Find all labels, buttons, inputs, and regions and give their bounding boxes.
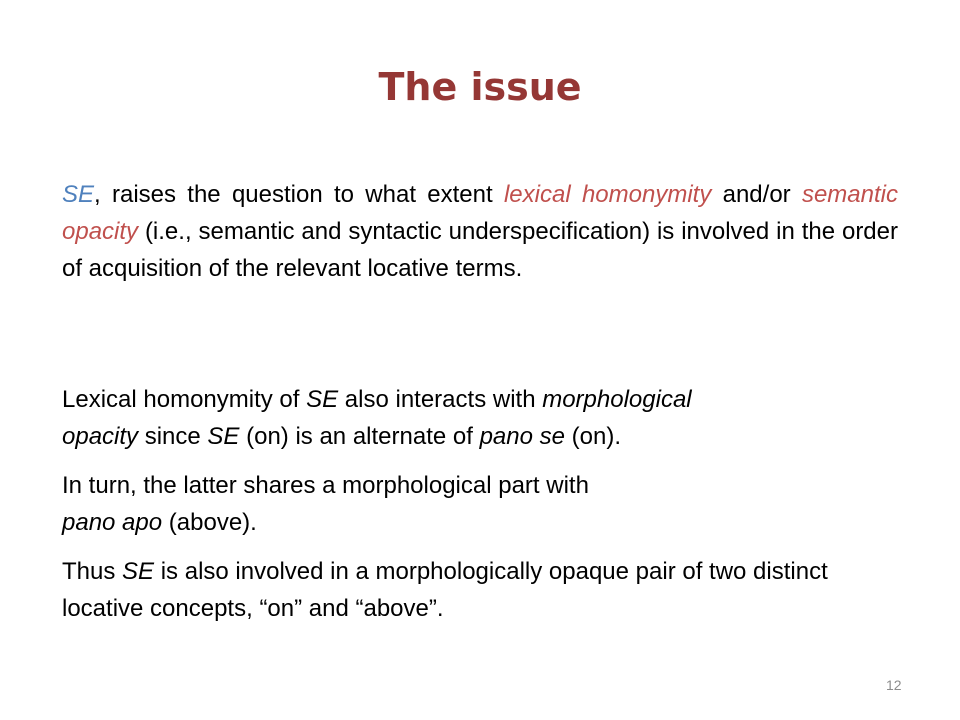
text-fragment: , raises the question to what extent (94, 181, 504, 208)
text-fragment: (on) is an alternate of (239, 423, 480, 450)
term-morphological: morphological (542, 386, 692, 413)
term-lexical-homonymity: lexical homonymity (503, 181, 712, 208)
text-fragment: (on). (564, 423, 621, 450)
paragraph-intro (62, 176, 898, 287)
term-pano-apo: pano apo (62, 509, 163, 536)
paragraph-in-turn (62, 467, 912, 541)
text-fragment: (above). (162, 509, 257, 536)
text-fragment: Thus (62, 558, 123, 585)
page-number: 12 (886, 677, 902, 693)
paragraph-lexical-homonymity (62, 381, 912, 455)
term-se: SE (122, 558, 155, 585)
term-se: SE (207, 423, 240, 450)
text-fragment: Lexical homonymity of (62, 386, 307, 413)
text-fragment: also interacts with (338, 386, 543, 413)
term-se: SE (306, 386, 339, 413)
paragraph-thus (62, 553, 912, 627)
term-semantic-opacity: semantic opacity (62, 181, 898, 245)
text-fragment: (i.e., semantic and syntactic underspecification) is involved in the order of acquisition of the relevant locative terms. (62, 218, 898, 282)
text-fragment: In turn, the latter shares a morphological part with (62, 472, 589, 499)
text-fragment: since (138, 423, 208, 450)
term-se: SE (62, 181, 95, 208)
text-fragment: and/or (711, 181, 802, 208)
slide-title: The issue (378, 65, 582, 109)
text-fragment: is also involved in a morphologically opaque pair of two distinct locative concepts, “on” and “above”. (62, 558, 828, 622)
term-pano-se: pano se (479, 423, 565, 450)
term-opacity: opacity (62, 423, 139, 450)
